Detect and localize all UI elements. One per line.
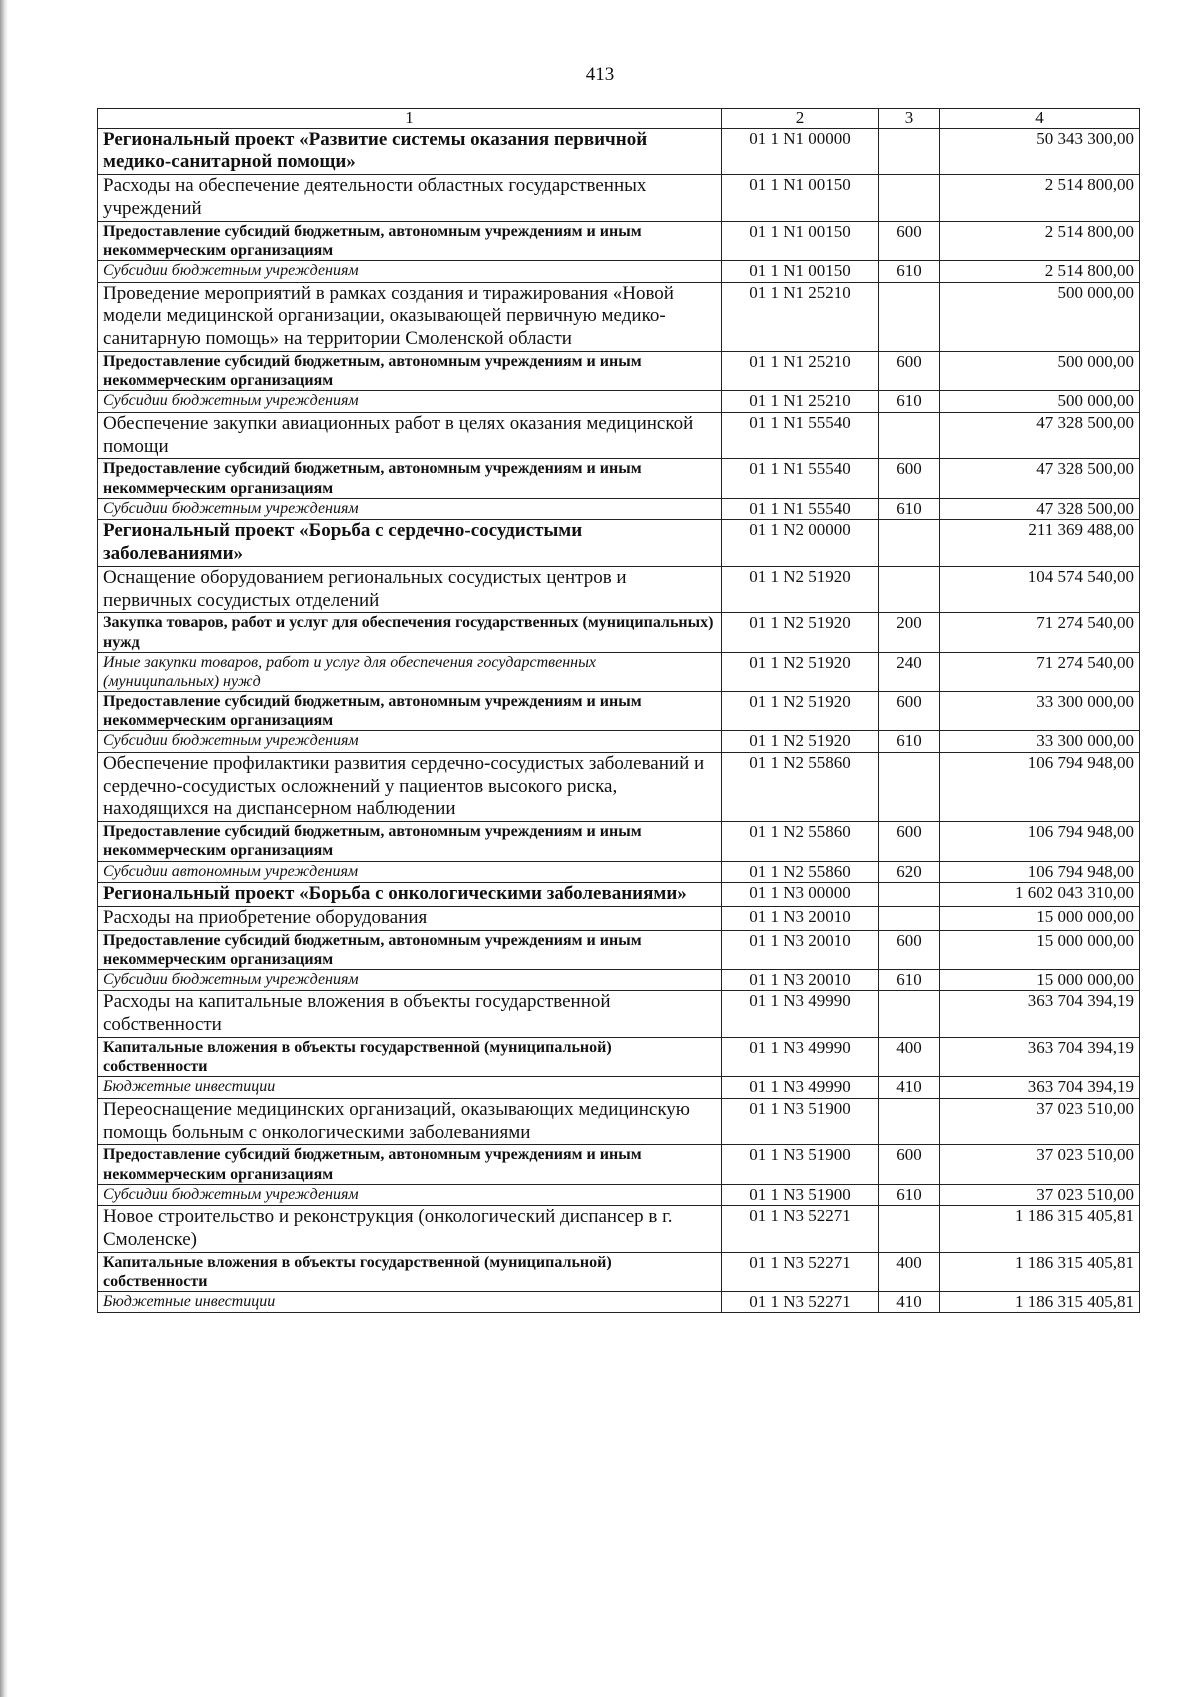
table-row bbox=[98, 1145, 1140, 1184]
table-row bbox=[98, 128, 1140, 175]
column-header-1: 1 bbox=[98, 109, 722, 129]
amount-cell: 106 794 948,00 bbox=[940, 822, 1140, 861]
item-name-cell: Проведение мероприятий в рамках создания и тиражирования «Новой модели медицинской организации, оказывающей первичную медико-санитарную помощь» на территории Смоленской области bbox=[98, 282, 722, 351]
item-name-cell: Предоставление субсидий бюджетным, автономным учреждениям и иным некоммерческим организациям bbox=[98, 221, 722, 260]
item-name-cell: Новое строительство и реконструкция (онкологический диспансер в г. Смоленске) bbox=[98, 1206, 722, 1253]
expense-type-cell bbox=[879, 1098, 940, 1145]
amount-cell: 47 328 500,00 bbox=[940, 412, 1140, 459]
amount-cell: 50 343 300,00 bbox=[940, 128, 1140, 175]
amount-cell: 47 328 500,00 bbox=[940, 459, 1140, 498]
amount-cell: 47 328 500,00 bbox=[940, 498, 1140, 519]
target-code-cell: 01 1 N2 55860 bbox=[722, 861, 879, 882]
amount-cell: 15 000 000,00 bbox=[940, 969, 1140, 990]
expense-type-cell: 610 bbox=[879, 261, 940, 282]
table-row bbox=[98, 613, 1140, 652]
table-row bbox=[98, 282, 1140, 351]
amount-cell: 106 794 948,00 bbox=[940, 861, 1140, 882]
target-code-cell: 01 1 N3 51900 bbox=[722, 1184, 879, 1205]
amount-cell: 71 274 540,00 bbox=[940, 652, 1140, 691]
target-code-cell: 01 1 N3 20010 bbox=[722, 930, 879, 969]
expense-type-cell: 610 bbox=[879, 731, 940, 752]
expense-type-cell: 600 bbox=[879, 459, 940, 498]
expense-type-cell: 410 bbox=[879, 1292, 940, 1313]
table-row bbox=[98, 1292, 1140, 1313]
page-number: 413 bbox=[585, 64, 615, 85]
target-code-cell: 01 1 N2 00000 bbox=[722, 520, 879, 567]
item-name-cell: Субсидии бюджетным учреждениям bbox=[98, 261, 722, 282]
target-code-cell: 01 1 N3 51900 bbox=[722, 1098, 879, 1145]
table-row bbox=[98, 498, 1140, 519]
table-row bbox=[98, 930, 1140, 969]
target-code-cell: 01 1 N3 49990 bbox=[722, 1037, 879, 1076]
item-name-cell: Предоставление субсидий бюджетным, автономным учреждениям и иным некоммерческим организациям bbox=[98, 1145, 722, 1184]
target-code-cell: 01 1 N1 55540 bbox=[722, 412, 879, 459]
table-row bbox=[98, 906, 1140, 930]
item-name-cell: Закупка товаров, работ и услуг для обеспечения государственных (муниципальных) нужд bbox=[98, 613, 722, 652]
target-code-cell: 01 1 N3 51900 bbox=[722, 1145, 879, 1184]
table-row bbox=[98, 883, 1140, 907]
table-header-row bbox=[98, 109, 1140, 129]
table-row bbox=[98, 822, 1140, 861]
amount-cell: 37 023 510,00 bbox=[940, 1184, 1140, 1205]
item-name-cell: Обеспечение профилактики развития сердечно-сосудистых заболеваний и сердечно-сосудистых осложнений у пациентов высокого риска, находящихся на диспансерном наблюдении bbox=[98, 752, 722, 821]
budget-table bbox=[97, 108, 1140, 1313]
amount-cell: 211 369 488,00 bbox=[940, 520, 1140, 567]
amount-cell: 15 000 000,00 bbox=[940, 906, 1140, 930]
item-name-cell: Оснащение оборудованием региональных сосудистых центров и первичных сосудистых отделений bbox=[98, 566, 722, 613]
target-code-cell: 01 1 N3 52271 bbox=[722, 1206, 879, 1253]
amount-cell: 15 000 000,00 bbox=[940, 930, 1140, 969]
item-name-cell: Предоставление субсидий бюджетным, автономным учреждениям и иным некоммерческим организациям bbox=[98, 822, 722, 861]
target-code-cell: 01 1 N2 51920 bbox=[722, 731, 879, 752]
table-row bbox=[98, 1077, 1140, 1098]
expense-type-cell: 240 bbox=[879, 652, 940, 691]
table-row bbox=[98, 566, 1140, 613]
amount-cell: 1 602 043 310,00 bbox=[940, 883, 1140, 907]
item-name-cell: Расходы на обеспечение деятельности областных государственных учреждений bbox=[98, 175, 722, 222]
expense-type-cell: 610 bbox=[879, 391, 940, 412]
target-code-cell: 01 1 N1 00150 bbox=[722, 175, 879, 222]
expense-type-cell: 600 bbox=[879, 221, 940, 260]
item-name-cell: Региональный проект «Борьба с сердечно-сосудистыми заболеваниями» bbox=[98, 520, 722, 567]
amount-cell: 500 000,00 bbox=[940, 352, 1140, 391]
expense-type-cell bbox=[879, 906, 940, 930]
item-name-cell: Капитальные вложения в объекты государственной (муниципальной) собственности bbox=[98, 1252, 722, 1291]
table-row bbox=[98, 459, 1140, 498]
item-name-cell: Капитальные вложения в объекты государственной (муниципальной) собственности bbox=[98, 1037, 722, 1076]
expense-type-cell: 200 bbox=[879, 613, 940, 652]
table-row bbox=[98, 352, 1140, 391]
expense-type-cell: 600 bbox=[879, 692, 940, 731]
amount-cell: 33 300 000,00 bbox=[940, 731, 1140, 752]
expense-type-cell: 600 bbox=[879, 1145, 940, 1184]
expense-type-cell bbox=[879, 175, 940, 222]
table-row bbox=[98, 969, 1140, 990]
table-row bbox=[98, 1206, 1140, 1253]
item-name-cell: Региональный проект «Борьба с онкологическими заболеваниями» bbox=[98, 883, 722, 907]
table-row bbox=[98, 391, 1140, 412]
table-row bbox=[98, 752, 1140, 821]
budget-table-body bbox=[98, 109, 1140, 1313]
target-code-cell: 01 1 N3 49990 bbox=[722, 991, 879, 1038]
target-code-cell: 01 1 N1 00150 bbox=[722, 221, 879, 260]
expense-type-cell bbox=[879, 1206, 940, 1253]
amount-cell: 363 704 394,19 bbox=[940, 1037, 1140, 1076]
item-name-cell: Обеспечение закупки авиационных работ в целях оказания медицинской помощи bbox=[98, 412, 722, 459]
amount-cell: 1 186 315 405,81 bbox=[940, 1252, 1140, 1291]
table-row bbox=[98, 221, 1140, 260]
amount-cell: 500 000,00 bbox=[940, 391, 1140, 412]
item-name-cell: Субсидии автономным учреждениям bbox=[98, 861, 722, 882]
table-row bbox=[98, 261, 1140, 282]
target-code-cell: 01 1 N1 25210 bbox=[722, 282, 879, 351]
expense-type-cell: 610 bbox=[879, 969, 940, 990]
target-code-cell: 01 1 N1 55540 bbox=[722, 498, 879, 519]
target-code-cell: 01 1 N2 51920 bbox=[722, 692, 879, 731]
target-code-cell: 01 1 N1 25210 bbox=[722, 352, 879, 391]
scan-edge-shadow bbox=[0, 0, 8, 1697]
table-row bbox=[98, 1098, 1140, 1145]
item-name-cell: Субсидии бюджетным учреждениям bbox=[98, 391, 722, 412]
expense-type-cell: 400 bbox=[879, 1252, 940, 1291]
amount-cell: 33 300 000,00 bbox=[940, 692, 1140, 731]
table-row bbox=[98, 520, 1140, 567]
expense-type-cell: 610 bbox=[879, 498, 940, 519]
item-name-cell: Региональный проект «Развитие системы оказания первичной медико-санитарной помощи» bbox=[98, 128, 722, 175]
target-code-cell: 01 1 N3 52271 bbox=[722, 1292, 879, 1313]
item-name-cell: Субсидии бюджетным учреждениям bbox=[98, 1184, 722, 1205]
target-code-cell: 01 1 N3 00000 bbox=[722, 883, 879, 907]
expense-type-cell bbox=[879, 883, 940, 907]
item-name-cell: Иные закупки товаров, работ и услуг для обеспечения государственных (муниципальных) нужд bbox=[98, 652, 722, 691]
target-code-cell: 01 1 N3 52271 bbox=[722, 1252, 879, 1291]
target-code-cell: 01 1 N1 00150 bbox=[722, 261, 879, 282]
table-row bbox=[98, 861, 1140, 882]
target-code-cell: 01 1 N2 51920 bbox=[722, 652, 879, 691]
item-name-cell: Переоснащение медицинских организаций, оказывающих медицинскую помощь больным с онкологическими заболеваниями bbox=[98, 1098, 722, 1145]
item-name-cell: Предоставление субсидий бюджетным, автономным учреждениям и иным некоммерческим организациям bbox=[98, 692, 722, 731]
item-name-cell: Бюджетные инвестиции bbox=[98, 1292, 722, 1313]
amount-cell: 106 794 948,00 bbox=[940, 752, 1140, 821]
amount-cell: 2 514 800,00 bbox=[940, 261, 1140, 282]
item-name-cell: Предоставление субсидий бюджетным, автономным учреждениям и иным некоммерческим организациям bbox=[98, 352, 722, 391]
expense-type-cell: 410 bbox=[879, 1077, 940, 1098]
expense-type-cell bbox=[879, 566, 940, 613]
item-name-cell: Расходы на приобретение оборудования bbox=[98, 906, 722, 930]
target-code-cell: 01 1 N3 49990 bbox=[722, 1077, 879, 1098]
expense-type-cell: 400 bbox=[879, 1037, 940, 1076]
item-name-cell: Субсидии бюджетным учреждениям bbox=[98, 731, 722, 752]
target-code-cell: 01 1 N1 25210 bbox=[722, 391, 879, 412]
amount-cell: 1 186 315 405,81 bbox=[940, 1206, 1140, 1253]
target-code-cell: 01 1 N1 55540 bbox=[722, 459, 879, 498]
amount-cell: 1 186 315 405,81 bbox=[940, 1292, 1140, 1313]
expense-type-cell: 600 bbox=[879, 822, 940, 861]
table-row bbox=[98, 692, 1140, 731]
amount-cell: 104 574 540,00 bbox=[940, 566, 1140, 613]
table-row bbox=[98, 1252, 1140, 1291]
expense-type-cell bbox=[879, 991, 940, 1038]
target-code-cell: 01 1 N1 00000 bbox=[722, 128, 879, 175]
item-name-cell: Предоставление субсидий бюджетным, автономным учреждениям и иным некоммерческим организациям bbox=[98, 930, 722, 969]
target-code-cell: 01 1 N2 51920 bbox=[722, 613, 879, 652]
target-code-cell: 01 1 N2 55860 bbox=[722, 752, 879, 821]
target-code-cell: 01 1 N2 51920 bbox=[722, 566, 879, 613]
table-row bbox=[98, 412, 1140, 459]
table-row bbox=[98, 1037, 1140, 1076]
item-name-cell: Бюджетные инвестиции bbox=[98, 1077, 722, 1098]
amount-cell: 363 704 394,19 bbox=[940, 991, 1140, 1038]
amount-cell: 2 514 800,00 bbox=[940, 221, 1140, 260]
item-name-cell: Расходы на капитальные вложения в объекты государственной собственности bbox=[98, 991, 722, 1038]
amount-cell: 363 704 394,19 bbox=[940, 1077, 1140, 1098]
amount-cell: 37 023 510,00 bbox=[940, 1098, 1140, 1145]
amount-cell: 37 023 510,00 bbox=[940, 1145, 1140, 1184]
table-row bbox=[98, 175, 1140, 222]
column-header-3: 3 bbox=[879, 109, 940, 129]
item-name-cell: Предоставление субсидий бюджетным, автономным учреждениям и иным некоммерческим организациям bbox=[98, 459, 722, 498]
expense-type-cell: 610 bbox=[879, 1184, 940, 1205]
column-header-2: 2 bbox=[722, 109, 879, 129]
table-row bbox=[98, 731, 1140, 752]
table-row bbox=[98, 652, 1140, 691]
column-header-4: 4 bbox=[940, 109, 1140, 129]
target-code-cell: 01 1 N3 20010 bbox=[722, 906, 879, 930]
expense-type-cell: 620 bbox=[879, 861, 940, 882]
table-row bbox=[98, 991, 1140, 1038]
amount-cell: 2 514 800,00 bbox=[940, 175, 1140, 222]
target-code-cell: 01 1 N3 20010 bbox=[722, 969, 879, 990]
target-code-cell: 01 1 N2 55860 bbox=[722, 822, 879, 861]
item-name-cell: Субсидии бюджетным учреждениям bbox=[98, 498, 722, 519]
expense-type-cell bbox=[879, 412, 940, 459]
item-name-cell: Субсидии бюджетным учреждениям bbox=[98, 969, 722, 990]
expense-type-cell: 600 bbox=[879, 930, 940, 969]
amount-cell: 500 000,00 bbox=[940, 282, 1140, 351]
expense-type-cell bbox=[879, 752, 940, 821]
expense-type-cell bbox=[879, 520, 940, 567]
expense-type-cell: 600 bbox=[879, 352, 940, 391]
amount-cell: 71 274 540,00 bbox=[940, 613, 1140, 652]
table-row bbox=[98, 1184, 1140, 1205]
expense-type-cell bbox=[879, 282, 940, 351]
expense-type-cell bbox=[879, 128, 940, 175]
